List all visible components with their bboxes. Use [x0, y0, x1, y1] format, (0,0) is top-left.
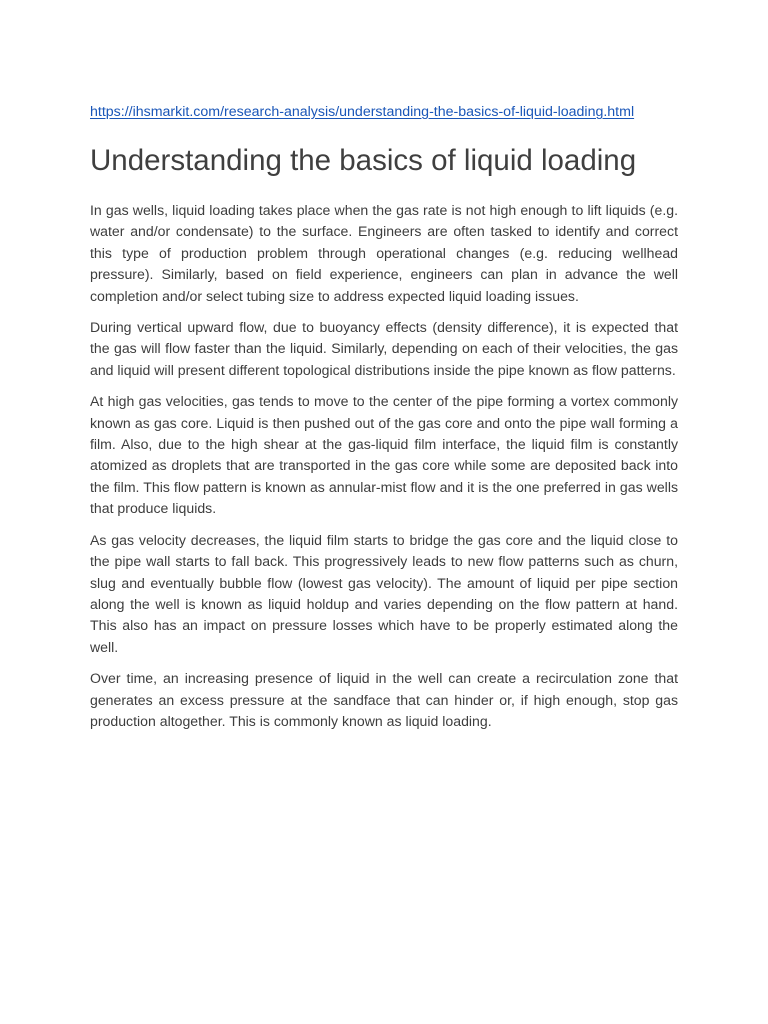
source-url-link[interactable]: https://ihsmarkit.com/research-analysis/understanding-the-basics-of-liquid-loading.html: [90, 104, 635, 120]
body-paragraph: In gas wells, liquid loading takes place when the gas rate is not high enough to lift liquids (e.g. water and/or condensate) to the surface. Engineers are often tasked to identify and correct this type of production problem through operational changes (e.g. reducing wellhead pressure). Similarly, based on field experience, engineers can plan in advance the well completion and/or select tubing size to address expected liquid loading issues.: [90, 202, 678, 304]
document-body: [90, 200, 678, 732]
body-paragraph: During vertical upward flow, due to buoyancy effects (density difference), it is expected that the gas will flow faster than the liquid. Similarly, depending on each of their velocities, the gas and liquid will present different topological distributions inside the pipe known as flow patterns.: [90, 319, 678, 378]
document-page: [90, 102, 678, 742]
body-paragraph: At high gas velocities, gas tends to move to the center of the pipe forming a vortex commonly known as gas core. Liquid is then pushed out of the gas core and onto the pipe wall forming a film. Also, due to the high shear at the gas-liquid film interface, the liquid film is constantly atomized as droplets that are transported in the gas core while some are deposited back into the film. This flow pattern is known as annular-mist flow and it is the one preferred in gas wells that produce liquids.: [90, 393, 678, 517]
body-paragraph: As gas velocity decreases, the liquid film starts to bridge the gas core and the liquid close to the pipe wall starts to fall back. This progressively leads to new flow patterns such as churn, slug and eventually bubble flow (lowest gas velocity). The amount of liquid per pipe section along the well is known as liquid holdup and varies depending on the flow pattern at hand. This also has an impact on pressure losses which have to be properly estimated along the well.: [90, 531, 678, 655]
document-title: Understanding the basics of liquid loading: [90, 144, 637, 177]
body-paragraph: Over time, an increasing presence of liquid in the well can create a recirculation zone that generates an excess pressure at the sandface that can hinder or, if high enough, stop gas production altogether. This is commonly known as liquid loading.: [90, 670, 678, 729]
